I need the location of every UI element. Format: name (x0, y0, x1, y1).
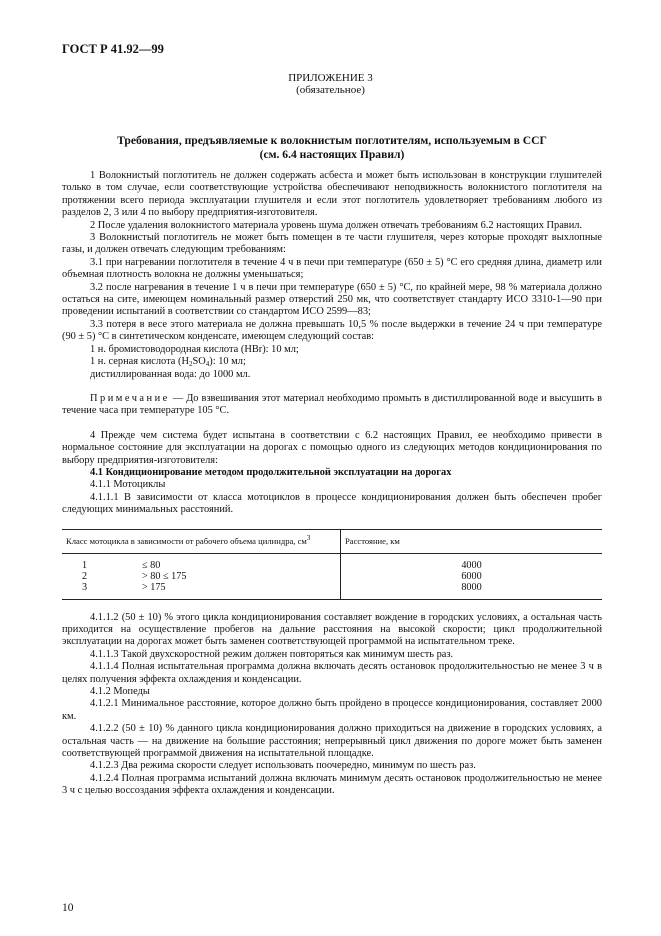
paragraph-4-1-1-2: 4.1.1.2 (50 ± 10) % этого цикла кондиционирования составляет вождение в городских условиях, а остальная часть приходится на осуществление пробегов на дальние расстояния на высокой скорости; цикл продолжительной эксплуатации на дорогах может быть заменен соответствующей программой на испытательном треке. (62, 611, 602, 648)
paragraph-4-1-2-3: 4.1.2.3 Два режима скорости следует использовать поочередно, минимум по шесть раз. (90, 760, 476, 772)
section-title-line1: Требования, предъявляемые к волокнистым поглотителям, используемым в ССГ (117, 134, 547, 147)
document-code: ГОСТ Р 41.92—99 (62, 42, 164, 56)
row-distance: 6000 (461, 570, 482, 582)
condensate-hbr: 1 н. бромистоводородная кислота (HBr): 10 мл; (90, 343, 299, 355)
distance-table-wrap (62, 529, 602, 600)
note-text: — До взвешивания этот материал необходимо промыть в дистиллированной воде и высушить в течение часа при температуре 105 °С. (62, 392, 602, 417)
paragraph-3-2: 3.2 после нагревания в течение 1 ч в печи при температуре (650 ± 5) °С, по крайней мере, 98 % материала должно остаться на сите, имеющем номинальный размер отверстий 250 мк, что соответствует стандарту ИСО 3310-1—90 при проведении испытаний в соответствии со стандартом ИСО 2599—83; (62, 281, 602, 318)
section-title-line2: (см. 6.4 настоящих Правил) (259, 148, 405, 161)
row-range: > 80 ≤ 175 (142, 570, 187, 582)
paragraph-4-1-1-4: 4.1.1.4 Полная испытательная программа должна включать десять остановок продолжительностью не менее 3 ч в целях получения эффекта охлаждения и конденсации. (62, 661, 602, 685)
paragraph-4-1-2-4: 4.1.2.4 Полная программа испытаний должна включать минимум десять остановок продолжительностью не менее 3 ч с целью воссоздания эффекта охлаждения и конденсации. (62, 772, 602, 797)
table-row (62, 560, 602, 571)
condensate-water: дистиллированная вода: до 1000 мл. (90, 368, 251, 380)
paragraph-3: 3 Волокнистый поглотитель не может быть помещен в те части глушителя, через которые проходят выхлопные газы, и должен отвечать следующим требованиям: (62, 232, 602, 256)
paragraph-4-1-1-1: 4.1.1.1 В зависимости от класса мотоциклов в процессе кондиционирования должен быть обеспечен пробег следующих минимальных расстояний. (62, 491, 602, 516)
paragraph-4-1-1: 4.1.1 Мотоциклы (90, 479, 166, 491)
appendix-status: (обязательное) (296, 84, 365, 96)
paragraph-3-1: 3.1 при нагревании поглотителя в течение 4 ч в печи при температуре (650 ± 5) °С его средняя длина, диаметр или объемная плотность волокна не должны уменьшаться; (62, 256, 602, 281)
paragraph-4-1-2-1: 4.1.2.1 Минимальное расстояние, которое должно быть пройдено в процессе кондиционирования, составляет 2000 км. (62, 698, 602, 722)
table-row (62, 582, 602, 600)
note-label: Примечание (90, 392, 170, 404)
note (62, 393, 602, 418)
paragraph-1: 1 Волокнистый поглотитель не должен содержать асбеста и может быть использован в конструкции глушителей только в том случае, если соответствующие устройства обеспечивают неподвижность волокнистого поглотителя на протяжении всего периода эксплуатации глушителя и если этот поглотитель удовлетворяет требованиям любого из разделов 2, 3 или 4 по выбору предприятия-изготовителя. (62, 170, 602, 219)
table-header-class: Класс мотоцикла в зависимости от рабочего объема цилиндра, $см^3$ (62, 529, 341, 553)
paragraph-4-1-2-2: 4.1.2.2 (50 ± 10) % данного цикла кондиционирования должно приходиться на движение в городских условиях, а остальная часть — на движение на большие расстояния; непрерывный цикл движения по дороге может быть заменен соответствующей программой движения на испытательной площадке. (62, 723, 602, 760)
paragraph-4-1-2: 4.1.2 Мопеды (90, 686, 150, 697)
page-number: 10 (62, 902, 74, 914)
section-title (62, 134, 602, 162)
paragraph-4-1-1-3: 4.1.1.3 Такой двухскоростной режим должен повторяться как минимум шесть раз. (90, 648, 454, 660)
distance-table (62, 529, 602, 600)
table-row (62, 571, 602, 582)
document-body (62, 170, 602, 798)
row-distance: 8000 (341, 582, 603, 600)
row-class: 2 (82, 570, 88, 582)
condensate-h2so4: 1 н. серная кислота $(H_2SO_4)$: 10 мл; (90, 356, 246, 369)
paragraph-3-3: 3.3 потеря в весе этого материала не должна превышать 10,5 % после выдержки в течение 24 ч при температуре (90 ± 5) °С в синтетическом конденсате, имеющем следующий состав: (62, 318, 602, 343)
row-distance: 4000 (461, 559, 482, 571)
paragraph-2: 2 После удаления волокнистого материала уровень шума должен отвечать требованиям 6.2 настоящих Правил. (90, 219, 583, 231)
table-header-distance: Расстояние, км (341, 529, 603, 553)
appendix-heading (0, 72, 661, 96)
paragraph-4-1: 4.1 Кондиционирование методом продолжительной эксплуатации на дорогах (90, 466, 452, 478)
row-class: 3 (82, 581, 88, 593)
paragraph-4: 4 Прежде чем система будет испытана в соответствии с 6.2 настоящих Правил, ее необходимо привести в нормальное состояние для эксплуатации на дорогах с помощью одного из следующих методов кондиционирования по выбору предприятия-изготовителя: (62, 429, 602, 466)
row-class: 1 (82, 559, 88, 571)
appendix-label: ПРИЛОЖЕНИЕ 3 (288, 72, 373, 84)
row-range: > 175 (142, 581, 166, 593)
row-range: ≤ 80 (142, 559, 161, 571)
